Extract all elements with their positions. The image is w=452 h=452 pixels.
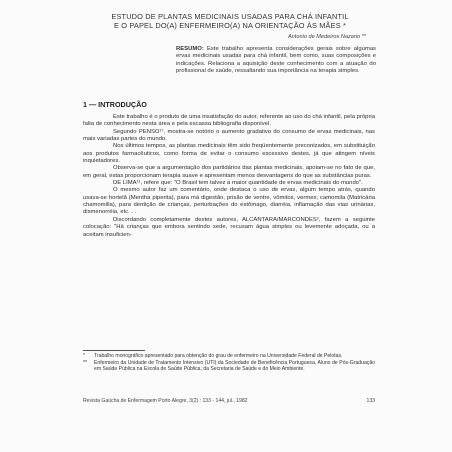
footnote-divider [83,350,145,351]
paragraph: Discordando completamente destes autores, ALCANTARA/MARCONDES², fazem a seguinte colocação: "Há crianças que embora sentindo sede, recusam água simples ou levemente adoçada, ou a aceitam insuficien- [83,216,375,238]
abstract-text: Este trabalho apresenta considerações gerais sobre algumas ervas medicinais usadas para chá infantil, bem como, suas composições e indicações. Relaciona a aquisição deste conhecimento com a atuação do profissional de saúde, ressaltando sua importância na terapia simples. [176,46,376,74]
footnote [83,353,375,359]
author-name: Antonio de Medeiros Nazario ** [287,34,366,40]
footnotes [83,353,375,374]
paragraph: Este trabalho é o produto de uma insatisfação do autor, referente ao uso do chá infantil, pela própria falta de conhecimento nesta área e pela escassa bibliografia disponível. [83,114,375,128]
footnote-text: Trabalho monográfico apresentado para obtenção do grau de enfermeiro na Universidade Federal de Pelotas. [94,353,343,359]
abstract-label: RESUMO: [176,46,204,52]
body-text [83,114,375,239]
footnote-mark: * [83,353,85,359]
paragraph: Observa-se que a argumentação dos partidários das plantas medicinais, apoiam-se no fato de que, em geral, estas proporcionam terapia suave e apresentam menos desvantagens do que as substâncias puras. [83,165,375,179]
page-footer [83,398,375,404]
footnote-text: Enfermeiro da Unidade de Tratamento Intensivo (UTI) da Sociedade de Beneficência Portuguesa, Aluno de Pós-Graduação em Saúde Pública na Escola de Saúde Pública, da Secretaria de Saúde e do Meio Ambiente. [94,360,375,373]
article-title [70,13,390,30]
paragraph: Segundo PENSO¹⁷, mostra-se notório o aumento gradativo do consumo de ervas medicinais, nas mais variadas partes do mundo. [83,128,375,143]
title-line-1: ESTUDO DE PLANTAS MEDICINAIS USADAS PARA CHÁ INFANTIL [111,12,349,21]
journal-citation: Revista Gaúcha de Enfermagem Porto Alegre, 3(2) : 133 - 144, jul., 1982 [83,398,248,404]
footnote-mark: ** [83,360,87,367]
paragraph: Nos últimos tempos, as plantas medicinais têm sido freqüentemente preconizados, em substituição aos produtos farmacêuticos, como forma de evitar o consumo excessivo destes, já que atingem níveis inquietadores. [83,143,375,165]
abstract [176,46,376,75]
footnote [83,360,375,372]
paragraph: O mesmo autor faz um comentário, onde destaca o uso de ervas, algum tempo atrás, quando usava-se hortelã (Mentha piperita), para má digestão, prisão de ventre, vômitos, vermes; camomila (Matricária chamomilla), para dentição de crianças, perturbações do estômago, diarréia, inflamação das vias urinárias, dismenorréia, etc. . . [83,187,375,216]
section-heading: 1 — INTRODUÇÃO [83,100,147,109]
page-number: 133 [366,398,375,404]
title-line-2: E O PAPEL DO(A) ENFERMEIRO(A) NA ORIENTAÇÃO ÀS MÃES * [113,20,347,30]
paragraph: DE LIMA¹¹, refere que: "O Brasil tem talvez a maior quantidade de ervas medicinais do mundo". [113,180,363,187]
